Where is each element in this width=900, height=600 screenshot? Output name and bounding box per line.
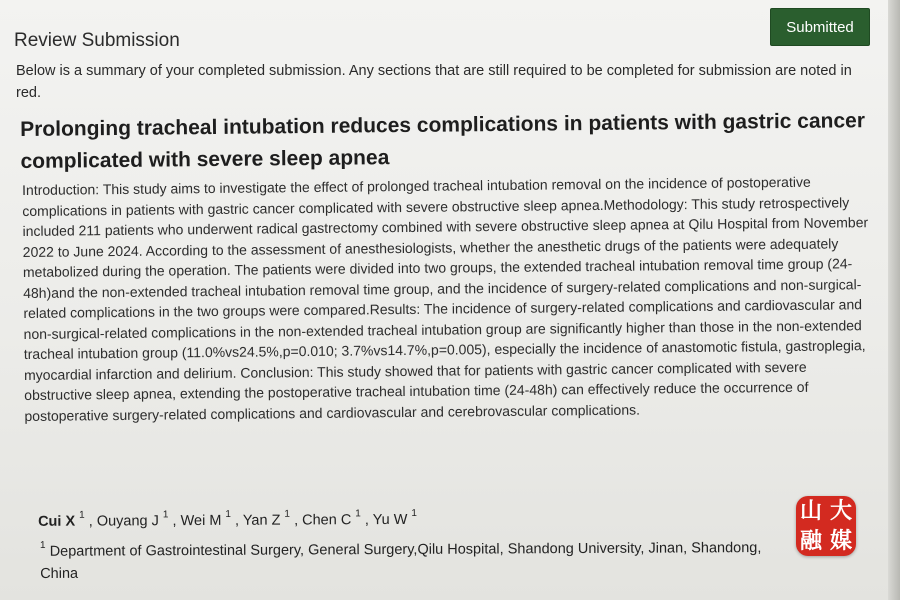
affiliation-marker: 1 <box>40 539 46 551</box>
author-name: Cui X <box>38 513 76 530</box>
author-affiliation-marker: 1 <box>79 509 85 521</box>
author-separator: , <box>294 512 303 529</box>
author-separator: , <box>88 513 97 530</box>
author-name: Yan Z <box>242 512 281 529</box>
author-separator: , <box>172 513 181 530</box>
logo-char: 融 <box>799 528 822 553</box>
author-list <box>38 508 798 530</box>
author-name: Ouyang J <box>96 513 159 530</box>
author-name: Chen C <box>302 512 352 529</box>
author-separator: , <box>364 512 373 529</box>
logo-char: 山 <box>799 498 822 523</box>
submitted-status-button[interactable]: Submitted <box>770 8 870 46</box>
abstract-text: Introduction: This study aims to investigate the effect of prolonged tracheal intubation removal on the incidence of postoperative complications in patients with gastric cancer complicated with severe obstructive sleep apnea.Methodology: This study retrospectively included 211 patients who underwent radical gastrectomy combined with severe obstructive sleep apnea at Qilu Hospital from November 2022 to June 2024. According to the assessment of anesthesiologists, whether the anesthetic drugs of the patients were adequately metabolized during the operation. The patients were divided into two groups, the extended tracheal intubation removal time group (24-48h)and the non-extended tracheal intubation removal time group, and the incidence of surgery-related complications and non-surgical-related complications in the two groups were compared.Results: The incidence of surgery-related complications and cardiovascular and non-surgical-related complications in the non-extended tracheal intubation group are significantly higher than those in the non-extended tracheal intubation group (11.0%vs24.5%,p=0.010; 3.7%vs14.7%,p=0.005), especially the incidence of anastomotic fistula, gastroplegia, myocardial infarction and delirium. Conclusion: This study showed that for patients with gastric cancer complicated with severe obstructive sleep apnea, extending the postoperative tracheal intubation time (24-48h) can effectively reduce the occurrence of postoperative surgery-related complications and cardiovascular and cerebrovascular complications. <box>22 173 869 424</box>
paper-title: Prolonging tracheal intubation reduces complications in patients with gastric cancer complicated with severe sleep apnea <box>20 109 866 173</box>
author-affiliation-marker: 1 <box>284 508 291 520</box>
author-separator: , <box>234 512 243 529</box>
author-affiliation-marker: 1 <box>225 508 231 521</box>
logo-char: 媒 <box>829 528 852 553</box>
author-affiliation-marker: 1 <box>411 508 417 520</box>
page-title: Review Submission <box>14 30 180 51</box>
affiliation-text: Department of Gastrointestinal Surgery, General Surgery,Qilu Hospital, Shandong University, Jinan, Shandong, China <box>40 540 762 582</box>
author-affiliation-marker: 1 <box>355 508 361 520</box>
author-affiliation-marker: 1 <box>162 509 169 521</box>
media-logo-watermark <box>796 496 856 556</box>
author-name: Wei M <box>180 512 222 530</box>
logo-char: 大 <box>829 498 852 523</box>
author-name: Yu W <box>372 511 408 529</box>
screen-edge <box>888 0 900 600</box>
summary-note: Below is a summary of your completed submission. Any sections that are still required to be completed for submission are noted in red. <box>16 63 852 101</box>
affiliation <box>40 533 790 585</box>
